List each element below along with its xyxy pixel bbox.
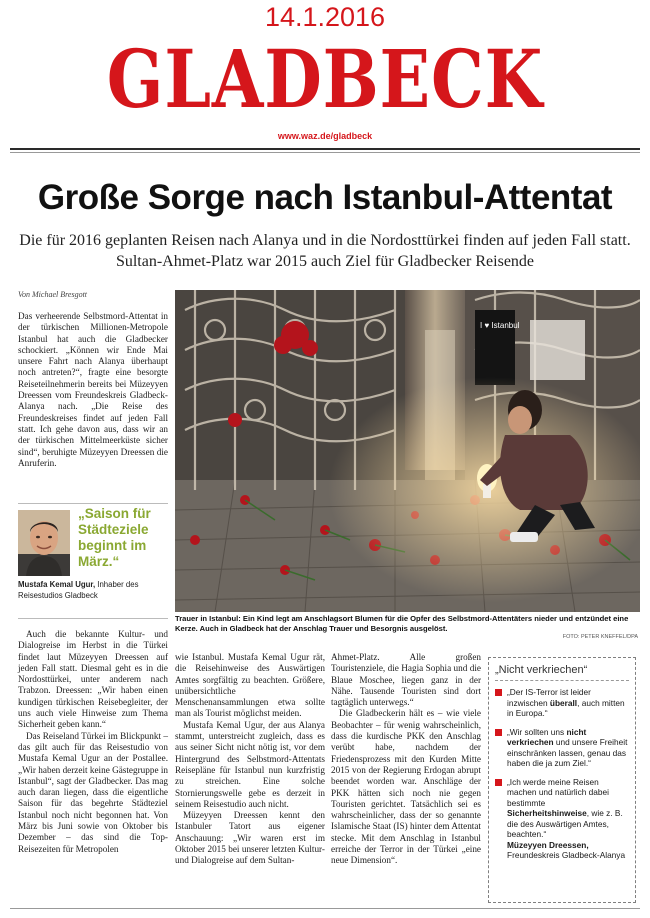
article-column-1-top (18, 311, 168, 469)
article-column-1-bottom (18, 629, 168, 855)
quote-text: „Ich werde meine Reisen machen und natürlich dabei bestimmte (507, 776, 609, 808)
pull-quote-role: Inhaber des Reisestudios Gladbeck (18, 580, 139, 600)
header-divider (10, 148, 640, 150)
paragraph: Müzeyyen Dreessen kennt den Istanbuler Tatort aus eigener Anschauung: „Wir waren erst im Oktober 2015 bei unserer letzten Kultur- und Dialogreise auf dem Sultan- (175, 810, 325, 866)
date-stamp: 14.1.2016 (264, 2, 386, 32)
sidebar-quotes-box (488, 657, 636, 903)
article-column-2 (175, 652, 325, 867)
red-square-bullet-icon (495, 729, 502, 736)
quote-text: , auch mitten in Europa.“ (507, 697, 625, 718)
quote-text: und unsere Freiheit einschränken lassen, genau das haben die ja zum Ziel.“ (507, 737, 628, 768)
article-byline: Von Michael Bresgott (18, 290, 88, 299)
paragraph: Ahmet-Platz. Alle großen Touristenziele, die Hagia Sophia und die Blaue Moschee, liegen ganz in der Nähe. Tausende Touristen sind dort tagtäglich unterwegs.“ (331, 652, 481, 708)
portrait-photo (18, 510, 70, 576)
pull-quote-text: „Saison für Städteziele beginnt im März.“ (78, 506, 151, 569)
sidebar-divider (495, 680, 629, 681)
paragraph: Das verheerende Selbstmord-Attentat in der türkischen Millionen-Metropole Istanbul hat auch die Gladbecker schockiert. „Können wir Ende Mai unsere Fahrt nach Alanya überhaupt noch antreten?“, fragte eine besorgte Reiseteilnehmerin bereits bei Müzeyyen Dreessen vom Freundeskreis Gladbeck-Alanya nach. „Die Reise des Freundeskreises findet auf jeden Fall statt. Ich gehe davon aus, dass wir an der türkischen Mittelmeerküste sicher sind“, beruhigte Müzeyyen Dreessen die Anruferin. (18, 311, 168, 468)
sidebar-item (495, 687, 629, 719)
photo-caption: Trauer in Istanbul: Ein Kind legt am Anschlagsort Blumen für die Opfer des Selbstmord-Attentäters nieder und entzündet eine Kerze. Auch in Gladbeck hat der Anschlag Trauer und Besorgnis ausgelöst. (175, 614, 629, 633)
sidebar-attribution-name: Müzeyyen Dreessen, (507, 839, 589, 850)
paragraph: Das Reiseland Türkei im Blickpunkt – das gilt auch für das Reisestudio von Mustafa Kemal Ugur an der Postallee. „Wir haben derzeit keine Gästegruppe in Istanbul“, sagt der Gladbecker. Das mag auch daran liegen, dass die eigentliche Saison für das begehrte Städteziel Istanbul noch nicht begonnen hat. Von März bis Juni sowie von Oktober bis Dezember – das sind die Top-Reisezeiten für Metropolen (18, 730, 168, 854)
sidebar-attribution (495, 840, 629, 861)
memorial-scene-illustration (175, 290, 640, 612)
quote-emphasis: nicht verkriechen (507, 726, 587, 747)
quote-text: „Wir sollten uns (507, 726, 567, 737)
header-divider-thin (10, 152, 640, 153)
red-square-bullet-icon (495, 689, 502, 696)
quote-emphasis: überall (549, 697, 578, 708)
avatar (18, 510, 70, 576)
paragraph: Mustafa Kemal Ugur, der aus Alanya stammt, unterstreicht zugleich, dass es aus seiner Sicht nicht nötig ist, vor dem Hintergrund des Selbstmord-Attentats Reisepläne für Istanbul nun kurzfristig zu streichen. Eine solche Stornierungswelle gebe es derzeit in seinem Reisestudio auch nicht. (175, 719, 325, 809)
masthead-url[interactable]: www.waz.de/gladbeck (277, 131, 373, 141)
sidebar-item (495, 777, 629, 840)
masthead-title: GLADBECK (106, 32, 544, 126)
red-square-bullet-icon (495, 779, 502, 786)
news-photo (175, 290, 640, 612)
pull-quote-box (18, 506, 168, 616)
quote-text: , wie z. B. die des Auswärtigen Amtes, beachten.“ (507, 808, 623, 839)
paragraph: Die Gladbeckerin hält es – wie viele Beobachter – für wenig wahrscheinlich, dass die kurdische PKK den Anschlag verübt habe, nachdem der Friedensprozess mit den Kurden Mitte 2015 von der Regierung Erdogan abrupt beendet worden war. Anschläge der PKK hätten sich noch nie gegen Touristen gerichtet. Tatsächlich sei es wahrscheinlicher, dass der so genannte Islamische Staat (IS) hinter dem Attentat stecke. Mit dem Anschlag in Istanbul erreiche der Terror in der Türkei „eine neue Dimension“. (331, 708, 481, 866)
page-bottom-divider (10, 908, 640, 909)
article-subhead: Die für 2016 geplanten Reisen nach Alanya und in die Nordosttürkei finden auf jeden Fall statt. Sultan-Ahmet-Platz war 2015 auch Ziel für Gladbecker Reisende (19, 232, 631, 270)
divider (18, 618, 168, 619)
pull-quote-name: Mustafa Kemal Ugur, (18, 580, 96, 589)
article-column-3 (331, 652, 481, 867)
quote-text: „Der IS-Terror ist leider inzwischen (507, 687, 591, 708)
pull-quote-attribution (18, 580, 168, 601)
paragraph: Auch die bekannte Kultur- und Dialogreise im Herbst in die Türkei findet laut Müzeyyen Dreessen auf jeden Fall statt. Diesmal geht es in die Nordosttürkei, unter anderem nach Trabzon. Dreessen: „Wir haben einen kundigen türkischen Reisebegleiter, der uns auch viele Hinweise zum Thema Sicherheit geben kann.“ (18, 629, 168, 730)
sidebar-item (495, 727, 629, 769)
sidebar-title: „Nicht verkriechen“ (495, 664, 588, 676)
article-headline: Große Sorge nach Istanbul-Attentat (37, 178, 613, 217)
quote-emphasis: Sicherheitshinweise (507, 808, 587, 818)
paragraph: wie Istanbul. Mustafa Kemal Ugur rät, die Reisehinweise des Auswärtigen Amtes sorgfältig zu beachten. Größere, unübersichtliche Menschenansammlungen etwa sollte man als Tourist möglichst meiden. (175, 652, 325, 719)
divider (18, 503, 168, 504)
photo-credit: FOTO: PETER KNEFFEL/DPA (562, 634, 638, 640)
sidebar-attribution-role: Freundeskreis Gladbeck-Alanya (507, 850, 626, 860)
